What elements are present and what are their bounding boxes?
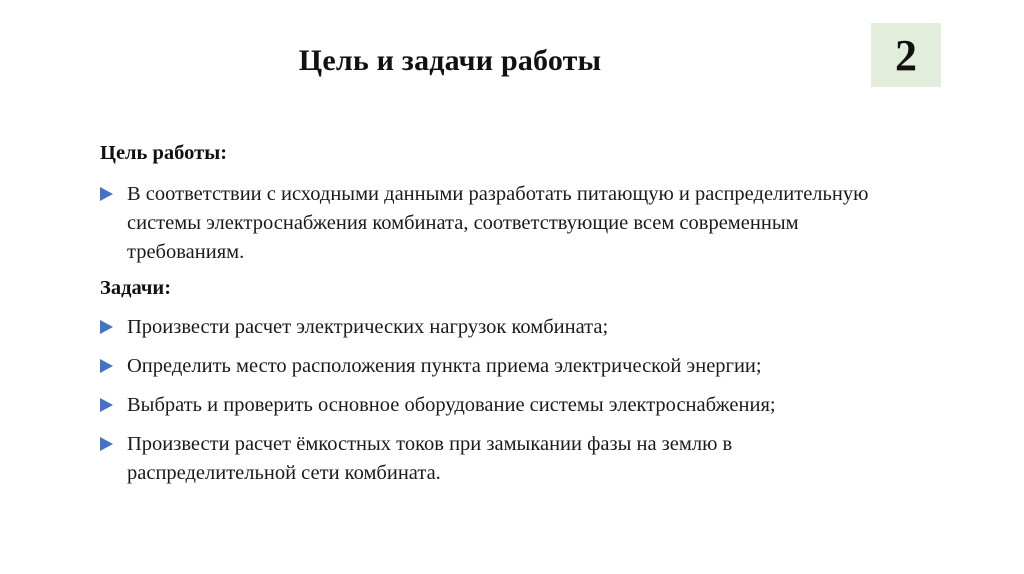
triangle-bullet-icon [100, 187, 113, 201]
triangle-bullet-icon [100, 320, 113, 334]
task-item-text: Произвести расчет электрических нагрузок комбината; [127, 316, 609, 338]
slide-title: Цель и задачи работы [298, 44, 602, 77]
goal-item-text: В соответствии с исходными данными разработать питающую и распределительную системы электроснабжения комбината, соответствующие всем современным требованиям. [127, 183, 869, 263]
tasks-heading: Задачи: [100, 277, 172, 299]
goal-heading: Цель работы: [100, 142, 228, 164]
triangle-bullet-icon [100, 398, 113, 412]
task-item [100, 391, 900, 420]
task-item [100, 430, 840, 488]
task-item-text: Выбрать и проверить основное оборудование системы электроснабжения; [127, 394, 776, 416]
goal-item [100, 180, 890, 267]
task-item [100, 313, 900, 342]
task-item-text: Произвести расчет ёмкостных токов при замыкании фазы на землю в распределительной сети комбината. [127, 433, 733, 484]
task-item [100, 352, 900, 381]
triangle-bullet-icon [100, 437, 113, 451]
triangle-bullet-icon [100, 359, 113, 373]
slide-number-badge [871, 23, 941, 87]
task-item-text: Определить место расположения пункта приема электрической энергии; [127, 355, 762, 377]
slide-number: 2 [895, 30, 917, 80]
